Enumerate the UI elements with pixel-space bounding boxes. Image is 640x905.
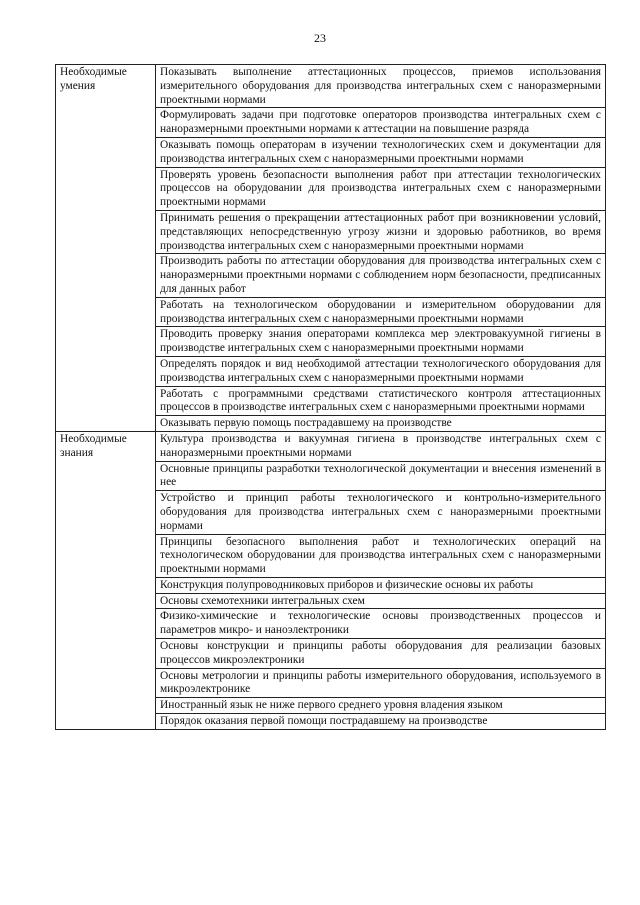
requirement-item: Производить работы по аттестации оборудования для производства интегральных схем с наноразмерными проектными нормами с соблюдением норм безопасности, предписанных для данных работ (156, 254, 606, 297)
requirement-item: Работать с программными средствами статистического контроля аттестационных процессов в производстве интегральных схем с наноразмерными проектными нормами (156, 386, 606, 416)
section-label: Необходимые знания (56, 431, 156, 729)
requirement-item: Физико-химические и технологические основы производственных процессов и параметров микро- и наноэлектроники (156, 609, 606, 639)
requirement-item: Принципы безопасного выполнения работ и технологических операций на технологическом оборудовании для производства интегральных схем с наноразмерными проектными нормами (156, 534, 606, 577)
requirements-table (55, 64, 606, 730)
requirement-item: Основы схемотехники интегральных схем (156, 593, 606, 609)
requirements-table-body (56, 65, 606, 730)
requirement-item: Работать на технологическом оборудовании и измерительном оборудовании для производства интегральных схем с наноразмерными проектными нормами (156, 297, 606, 327)
requirement-item: Устройство и принцип работы технологического и контрольно-измерительного оборудования для производства интегральных схем с наноразмерными проектными нормами (156, 491, 606, 534)
section-label: Необходимые умения (56, 65, 156, 432)
requirement-item: Проверять уровень безопасности выполнения работ при аттестации технологических процессов на оборудовании для производства интегральных схем с наноразмерными проектными нормами (156, 167, 606, 210)
requirement-item: Конструкция полупроводниковых приборов и физические основы их работы (156, 577, 606, 593)
requirement-item: Оказывать первую помощь пострадавшему на производстве (156, 416, 606, 432)
requirement-item: Оказывать помощь операторам в изучении технологических схем и документации для производства интегральных схем с наноразмерными проектными нормами (156, 137, 606, 167)
requirement-item: Основные принципы разработки технологической документации и внесения изменений в нее (156, 461, 606, 491)
table-row (56, 65, 606, 108)
requirement-item: Определять порядок и вид необходимой аттестации технологического оборудования для производства интегральных схем с наноразмерными проектными нормами (156, 356, 606, 386)
requirement-item: Иностранный язык не ниже первого среднего уровня владения языком (156, 698, 606, 714)
page-number: 23 (314, 31, 326, 45)
table-row (56, 431, 606, 461)
requirement-item: Формулировать задачи при подготовке операторов производства интегральных схем с наноразмерными проектными нормами к аттестации на повышение разряда (156, 108, 606, 138)
requirement-item: Основы конструкции и принципы работы оборудования для реализации базовых процессов микроэлектроники (156, 639, 606, 669)
requirement-item: Принимать решения о прекращении аттестационных работ при возникновении условий, представляющих непосредственную угрозу жизни и здоровью работников, во время производства интегральных схем с наноразмерными проектными нормами (156, 210, 606, 253)
requirement-item: Основы метрологии и принципы работы измерительного оборудования, используемого в микроэлектронике (156, 668, 606, 698)
requirement-item: Показывать выполнение аттестационных процессов, приемов использования измерительного оборудования для производства интегральных схем с наноразмерными проектными нормами (156, 65, 606, 108)
requirement-item: Проводить проверку знания операторами комплекса мер электровакуумной гигиены в производстве интегральных схем с наноразмерными проектными нормами (156, 327, 606, 357)
requirement-item: Порядок оказания первой помощи пострадавшему на производстве (156, 714, 606, 730)
requirement-item: Культура производства и вакуумная гигиена в производстве интегральных схем с наноразмерными проектными нормами (156, 431, 606, 461)
